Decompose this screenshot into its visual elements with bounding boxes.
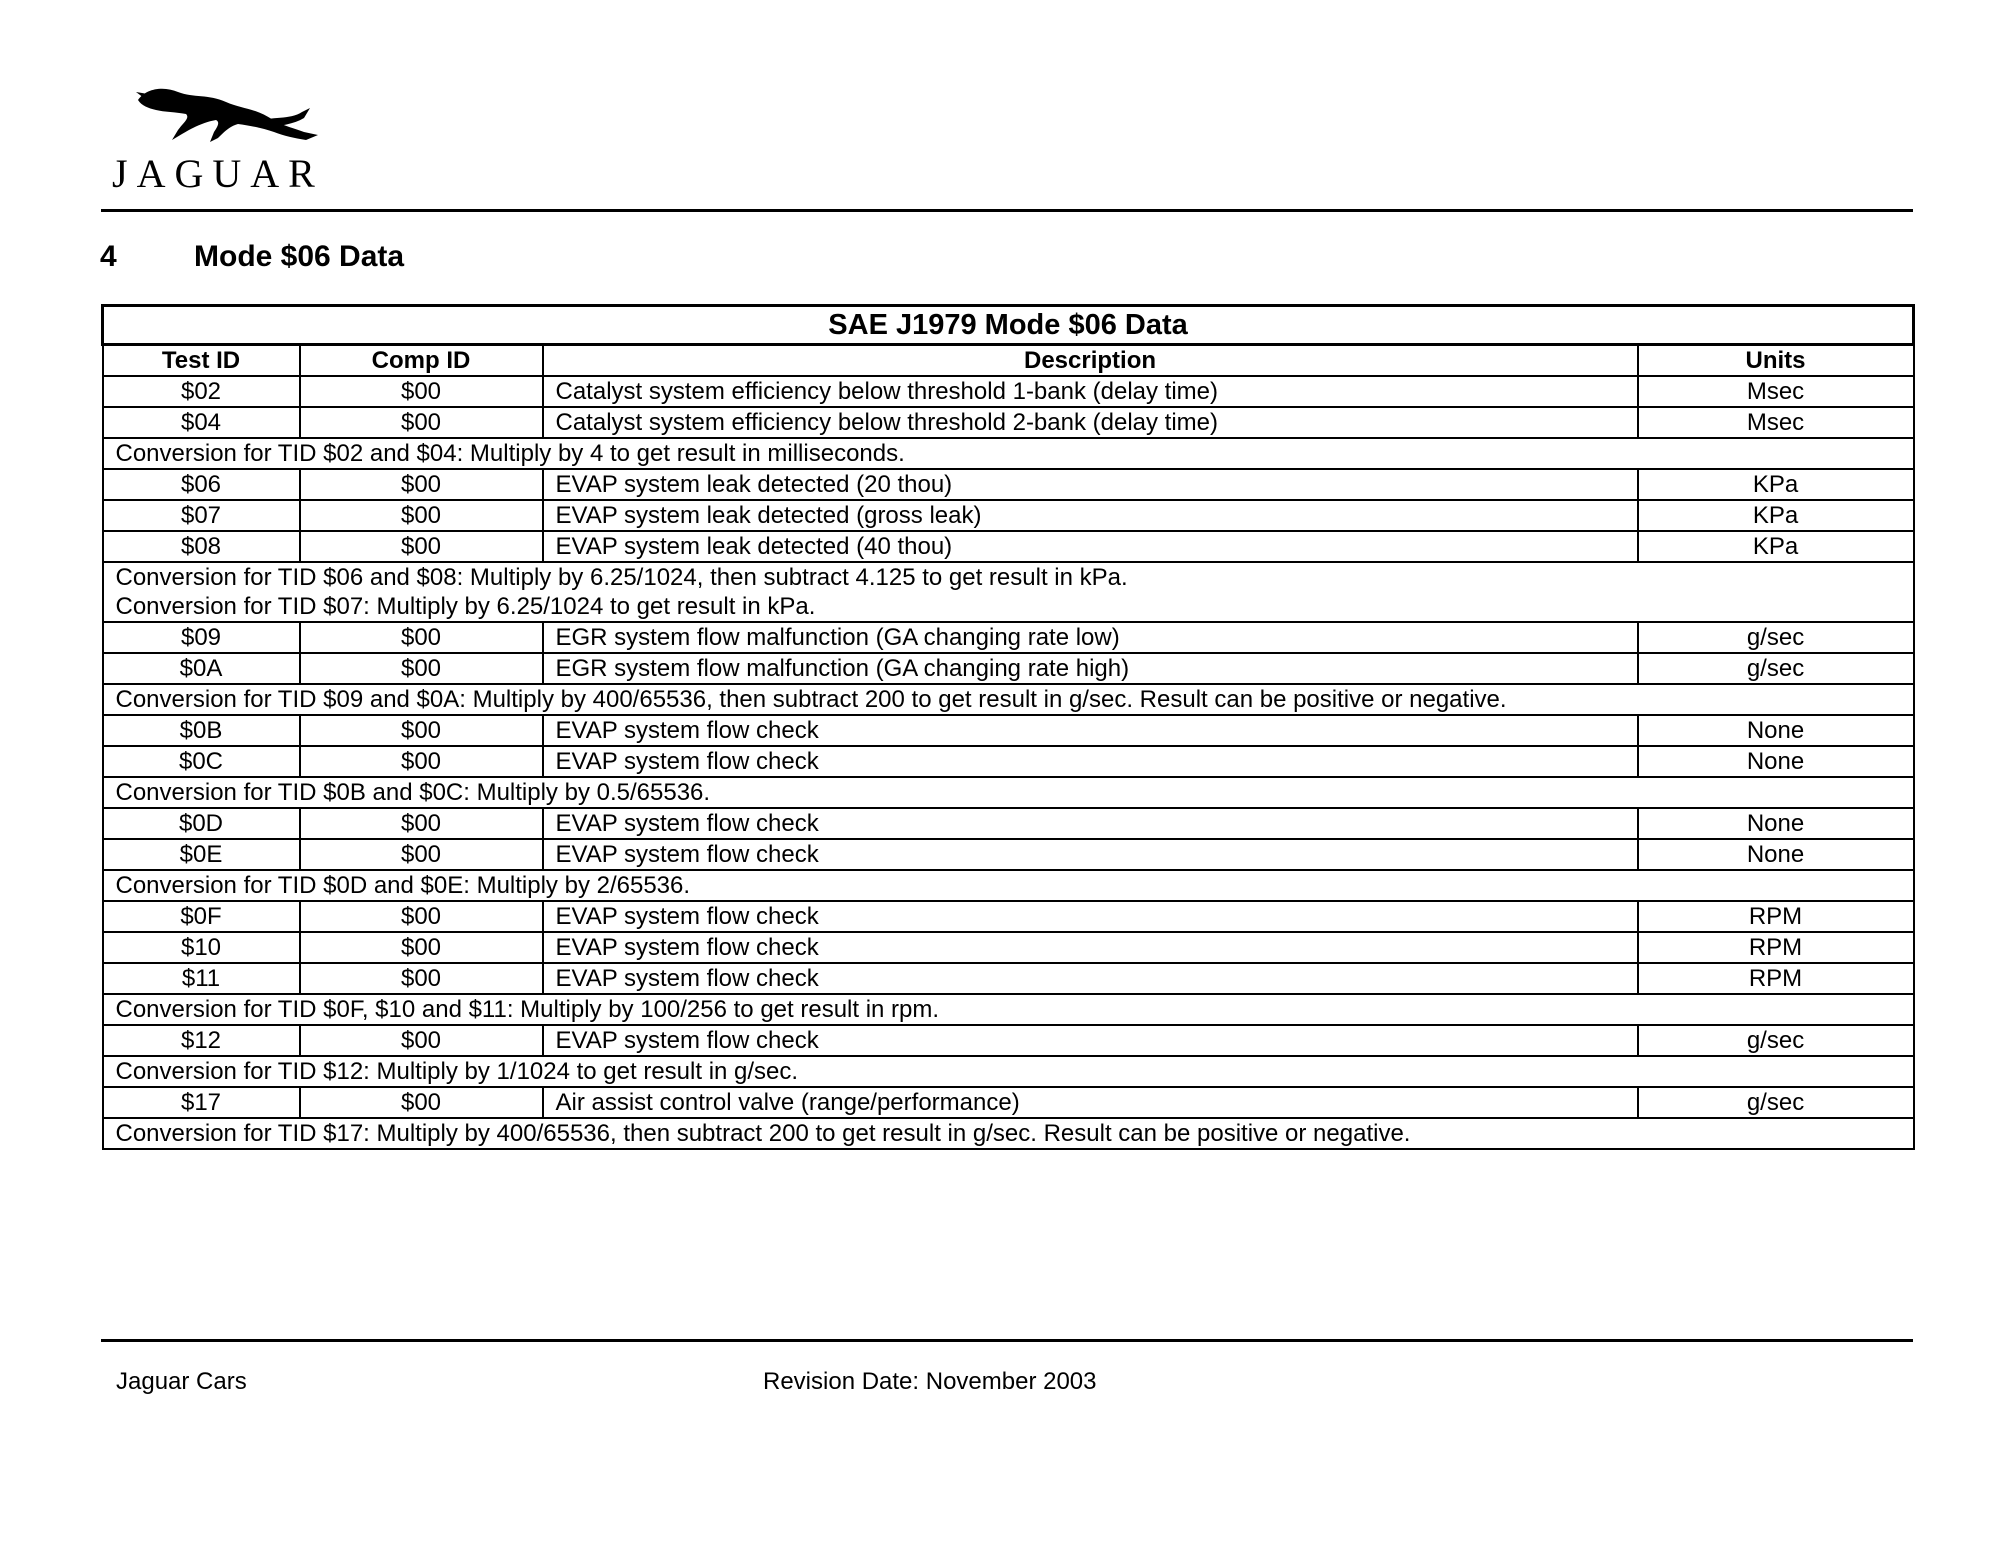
cell-comp-id: $00 [300, 808, 543, 839]
conversion-note-row [103, 777, 1914, 808]
column-header-units: Units [1638, 345, 1914, 377]
header-divider [101, 209, 1913, 212]
cell-test-id: $0A [103, 653, 300, 684]
table-row [103, 469, 1914, 500]
footer-revision-date: Revision Date: November 2003 [763, 1368, 1097, 1395]
cell-test-id: $08 [103, 531, 300, 562]
cell-description: EVAP system leak detected (gross leak) [543, 500, 1638, 531]
cell-description: EVAP system flow check [543, 932, 1638, 963]
cell-description: Catalyst system efficiency below threshold 1-bank (delay time) [543, 376, 1638, 407]
cell-units: RPM [1638, 901, 1914, 932]
cell-description: Air assist control valve (range/performance) [543, 1087, 1638, 1118]
cell-description: EGR system flow malfunction (GA changing rate high) [543, 653, 1638, 684]
cell-test-id: $11 [103, 963, 300, 994]
table-row [103, 531, 1914, 562]
table-row [103, 808, 1914, 839]
conversion-note-row [103, 684, 1914, 715]
conversion-note [103, 684, 1914, 715]
cell-units: RPM [1638, 932, 1914, 963]
cell-test-id: $04 [103, 407, 300, 438]
cell-units: g/sec [1638, 1025, 1914, 1056]
cell-comp-id: $00 [300, 1087, 543, 1118]
conversion-note [103, 1118, 1914, 1149]
conversion-note-row [103, 562, 1914, 622]
conversion-note-row [103, 1118, 1914, 1149]
section-title: Mode $06 Data [194, 240, 405, 273]
conversion-note-line: Conversion for TID $0F, $10 and $11: Multiply by 100/256 to get result in rpm. [115, 996, 940, 1023]
table-header-row [103, 345, 1914, 377]
cell-comp-id: $00 [300, 1025, 543, 1056]
cell-description: EVAP system flow check [543, 901, 1638, 932]
cell-test-id: $12 [103, 1025, 300, 1056]
cell-units: KPa [1638, 531, 1914, 562]
cell-comp-id: $00 [300, 963, 543, 994]
cell-test-id: $17 [103, 1087, 300, 1118]
table-row [103, 746, 1914, 777]
conversion-note [103, 1056, 1914, 1087]
cell-units: Msec [1638, 376, 1914, 407]
cell-comp-id: $00 [300, 932, 543, 963]
table-body [103, 376, 1914, 1149]
column-header-comp-id: Comp ID [300, 345, 543, 377]
conversion-note [103, 438, 1914, 469]
conversion-note-line: Conversion for TID $09 and $0A: Multiply by 400/65536, then subtract 200 to get result in g/sec. Result can be positive or negative. [115, 686, 1507, 713]
cell-comp-id: $00 [300, 901, 543, 932]
cell-description: EVAP system flow check [543, 715, 1638, 746]
footer-company: Jaguar Cars [116, 1368, 247, 1395]
conversion-note-line: Conversion for TID $0B and $0C: Multiply by 0.5/65536. [115, 779, 711, 806]
conversion-note-line: Conversion for TID $07: Multiply by 6.25/1024 to get result in kPa. [115, 593, 816, 620]
cell-comp-id: $00 [300, 500, 543, 531]
cell-units: g/sec [1638, 1087, 1914, 1118]
cell-description: EVAP system flow check [543, 963, 1638, 994]
conversion-note [103, 994, 1914, 1025]
cell-test-id: $09 [103, 622, 300, 653]
section-heading [100, 240, 404, 274]
table-row [103, 376, 1914, 407]
conversion-note-line: Conversion for TID $12: Multiply by 1/1024 to get result in g/sec. [115, 1058, 799, 1085]
cell-description: EVAP system flow check [543, 808, 1638, 839]
column-header-description: Description [543, 345, 1638, 377]
table-row [103, 901, 1914, 932]
cell-test-id: $06 [103, 469, 300, 500]
table-row [103, 932, 1914, 963]
section-number: 4 [100, 240, 117, 273]
mode06-data-table [101, 304, 1915, 1150]
table-row [103, 653, 1914, 684]
conversion-note-line: Conversion for TID $0D and $0E: Multiply by 2/65536. [115, 872, 691, 899]
cell-description: EVAP system leak detected (40 thou) [543, 531, 1638, 562]
cell-units: g/sec [1638, 622, 1914, 653]
cell-comp-id: $00 [300, 653, 543, 684]
cell-units: None [1638, 715, 1914, 746]
cell-comp-id: $00 [300, 376, 543, 407]
cell-description: EGR system flow malfunction (GA changing rate low) [543, 622, 1638, 653]
conversion-note-row [103, 994, 1914, 1025]
cell-units: KPa [1638, 469, 1914, 500]
column-header-test-id: Test ID [103, 345, 300, 377]
cell-units: None [1638, 839, 1914, 870]
conversion-note-row [103, 1056, 1914, 1087]
conversion-note-line: Conversion for TID $06 and $08: Multiply by 6.25/1024, then subtract 4.125 to get result in kPa. [115, 564, 1128, 591]
cell-test-id: $0C [103, 746, 300, 777]
cell-test-id: $0D [103, 808, 300, 839]
table-title: SAE J1979 Mode $06 Data [103, 306, 1914, 345]
jaguar-logo [112, 82, 332, 196]
conversion-note [103, 870, 1914, 901]
cell-comp-id: $00 [300, 531, 543, 562]
leaping-jaguar-icon [134, 82, 324, 152]
cell-comp-id: $00 [300, 407, 543, 438]
table-row [103, 1025, 1914, 1056]
jaguar-wordmark: JAGUAR [112, 151, 324, 196]
cell-description: EVAP system flow check [543, 1025, 1638, 1056]
cell-comp-id: $00 [300, 469, 543, 500]
cell-units: Msec [1638, 407, 1914, 438]
conversion-note-row [103, 438, 1914, 469]
table-row [103, 839, 1914, 870]
table-row [103, 407, 1914, 438]
table-row [103, 1087, 1914, 1118]
cell-units: None [1638, 808, 1914, 839]
cell-test-id: $0B [103, 715, 300, 746]
cell-units: None [1638, 746, 1914, 777]
conversion-note [103, 562, 1914, 622]
cell-comp-id: $00 [300, 839, 543, 870]
table-title-row [103, 306, 1914, 345]
table-row [103, 715, 1914, 746]
cell-test-id: $02 [103, 376, 300, 407]
conversion-note [103, 777, 1914, 808]
cell-description: EVAP system leak detected (20 thou) [543, 469, 1638, 500]
table-row [103, 963, 1914, 994]
conversion-note-line: Conversion for TID $17: Multiply by 400/65536, then subtract 200 to get result in g/sec. Result can be positive or negative. [115, 1120, 1411, 1147]
cell-test-id: $0E [103, 839, 300, 870]
cell-comp-id: $00 [300, 746, 543, 777]
cell-description: EVAP system flow check [543, 746, 1638, 777]
cell-units: RPM [1638, 963, 1914, 994]
cell-description: EVAP system flow check [543, 839, 1638, 870]
cell-units: g/sec [1638, 653, 1914, 684]
conversion-note-row [103, 870, 1914, 901]
conversion-note-line: Conversion for TID $02 and $04: Multiply by 4 to get result in milliseconds. [115, 440, 905, 467]
cell-comp-id: $00 [300, 715, 543, 746]
cell-description: Catalyst system efficiency below threshold 2-bank (delay time) [543, 407, 1638, 438]
table-row [103, 622, 1914, 653]
footer-divider [101, 1339, 1913, 1342]
cell-test-id: $07 [103, 500, 300, 531]
cell-comp-id: $00 [300, 622, 543, 653]
table-row [103, 500, 1914, 531]
mode06-table-container [101, 304, 1912, 1150]
cell-test-id: $0F [103, 901, 300, 932]
cell-units: KPa [1638, 500, 1914, 531]
cell-test-id: $10 [103, 932, 300, 963]
